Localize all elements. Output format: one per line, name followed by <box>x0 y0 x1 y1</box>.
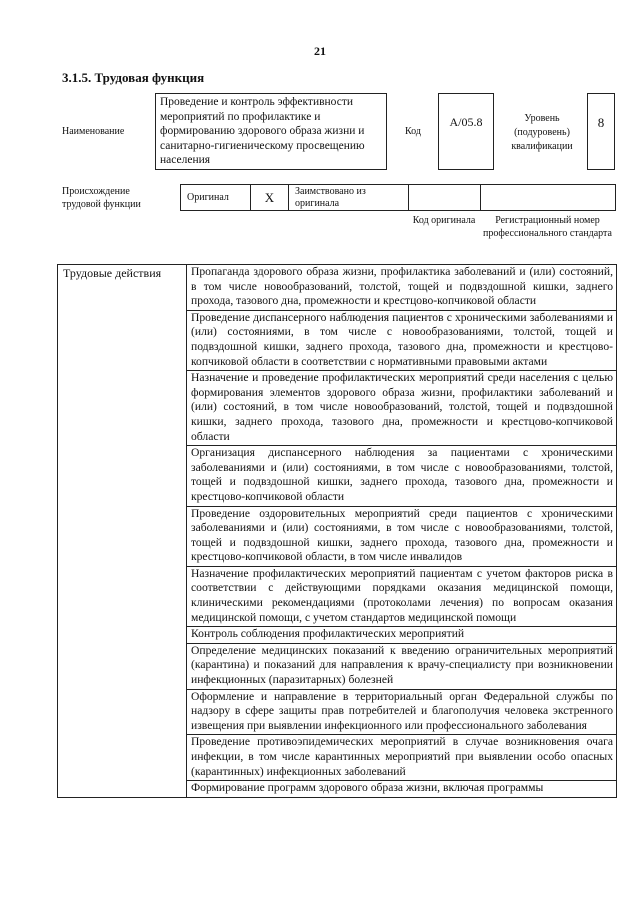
code-value-box: А/05.8 <box>438 93 494 170</box>
labor-action-item: Организация диспансерного наблюдения за пациентами с хроническими заболеваниями и (или) состояниями, в том числе с новообразованиями, толстой, тощей и подвздошной кишки, заднего прохода, тазового дна, промежности и крестцово-копчиковой области <box>187 446 616 506</box>
origin-label: Происхождение трудовой функции <box>62 186 141 210</box>
labor-action-item: Формирование программ здорового образа жизни, включая программы <box>191 781 544 795</box>
name-label: Наименование <box>62 126 125 137</box>
labor-action-item: Определение медицинских показаний к введению ограничительных мероприятий (карантина) и показаний для направления к врачу-специалисту при возникновении инфекционных (паразитарных) болезней <box>187 644 616 690</box>
labor-actions-table <box>57 264 617 798</box>
labor-actions-label: Трудовые действия <box>58 265 187 798</box>
borrowed-cell: Заимствовано из оригинала <box>289 185 409 211</box>
labor-actions-list <box>187 265 617 798</box>
reg-number-caption: Регистрационный номер профессионального стандарта <box>483 215 612 239</box>
code-original-cell <box>409 185 481 211</box>
labor-action-item: Пропаганда здорового образа жизни, профилактика заболеваний и (или) состояний, в том числе новообразований, толстой, тощей и подвздошной кишки, заднего прохода, тазового дна, промежности и крестцово-копчиковой области <box>187 265 616 311</box>
page-bottom-margin <box>0 858 640 905</box>
labor-action-item: Проведение противоэпидемических мероприятий в случае возникновения очага инфекции, в том числе карантинных мероприятий при выявлении особо опасных (карантинных) инфекционных заболеваний <box>187 735 616 781</box>
code-label: Код <box>405 126 421 137</box>
qualification-level-box: 8 <box>587 93 615 170</box>
labor-action-item: Контроль соблюдения профилактических мероприятий <box>187 627 616 644</box>
original-mark-cell: X <box>251 185 289 211</box>
qualification-level-label: Уровень (подуровень) квалификации <box>511 113 573 152</box>
function-name-box: Проведение и контроль эффективности мероприятий по профилактике и формированию здорового образа жизни и санитарно-гигиеническому просвещению населения <box>155 93 387 170</box>
labor-action-item: Проведение оздоровительных мероприятий среди пациентов с хроническими заболеваниями и (или) состояниями, в том числе с новообразованиями, толстой, тощей и подвздошной кишки, заднего прохода, тазового дна, промежности и крестцово-копчиковой области, в том числе инвалидов <box>187 507 616 567</box>
labor-action-item: Оформление и направление в территориальный орган Федеральной службы по надзору в сфере защиты прав потребителей и благополучия человека экстренного извещения при выявлении инфекционного или профессионального заболевания <box>187 690 616 736</box>
code-original-caption: Код оригинала <box>412 215 476 226</box>
section-title: 3.1.5. Трудовая функция <box>62 70 205 85</box>
labor-action-item: Назначение профилактических мероприятий пациентам с учетом факторов риска в соответствии с действующими порядками оказания медицинской помощи, клиническими рекомендациями (протоколами лечения) по вопросам оказания медицинской помощи, с учетом стандартов медицинской помощи <box>187 567 616 627</box>
origin-table <box>180 184 616 211</box>
reg-number-cell <box>481 185 616 211</box>
labor-action-item: Назначение и проведение профилактических мероприятий среди населения с целью формирования элементов здорового образа жизни, профилактики заболеваний и (или) состояний, в том числе новообразований, толстой, тощей и подвздошной кишки, заднего прохода, тазового дна, промежности и крестцово-копчиковой области <box>187 371 616 446</box>
original-cell: Оригинал <box>181 185 251 211</box>
labor-action-item: Проведение диспансерного наблюдения пациентов с хроническими заболеваниями и (или) состояниями, в том числе с новообразованиями, толстой, тощей и подвздошной кишки, заднего прохода, тазового дна, промежности и крестцово-копчиковой области в соответствии с нормативными правовыми актами <box>187 311 616 371</box>
page-number: 21 <box>314 44 326 58</box>
